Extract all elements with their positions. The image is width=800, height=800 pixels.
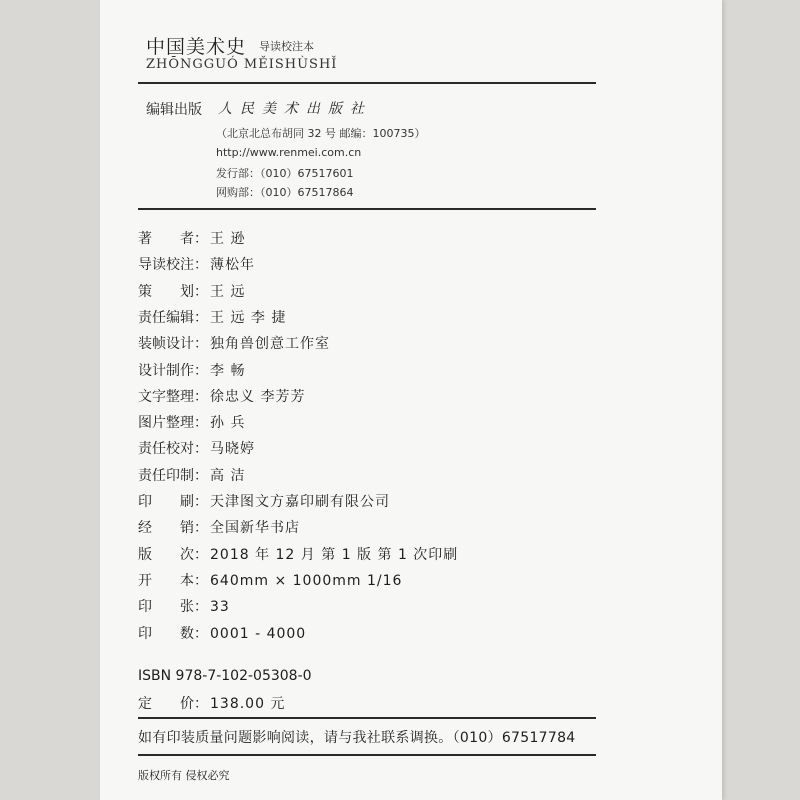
publisher-address: （北京北总布胡同 32 号 邮编：100735）: [216, 127, 426, 140]
credit-row: [138, 491, 390, 511]
publisher-label: 编辑出版: [146, 102, 202, 118]
credit-row: [138, 596, 230, 616]
credit-value: 孙 兵: [210, 415, 246, 432]
online-phone: 网购部：（010）67517864: [216, 186, 354, 199]
credit-value: 徐忠义 李芳芳: [210, 388, 306, 405]
sales-phone: 发行部：（010）67517601: [216, 167, 354, 180]
rights-statement: 版权所有 侵权必究: [138, 769, 230, 782]
book-title-pinyin: ZHŌNGGUÓ MĚISHÙSHǏ: [146, 57, 338, 72]
credit-value: 薄松年: [210, 257, 255, 274]
credit-label: 导读校注：: [138, 257, 208, 274]
credit-label: 版 次：: [138, 546, 208, 563]
credit-value: 王 远 李 捷: [210, 309, 287, 326]
credit-row: [138, 438, 255, 458]
credit-row: [138, 412, 245, 432]
credit-label: 责任编辑：: [138, 309, 208, 326]
credit-label: 责任校对：: [138, 441, 208, 458]
book-title: 中国美术史: [146, 36, 247, 58]
publisher-divider: [138, 208, 596, 210]
credit-label: 印 刷：: [138, 494, 208, 510]
credit-row: [138, 517, 300, 537]
credit-row: [138, 386, 305, 406]
credit-label: 印 张：: [138, 599, 208, 616]
credit-value: 天津图文方嘉印刷有限公司: [210, 494, 390, 510]
credit-row: [138, 333, 330, 353]
credit-label: 责任印制：: [138, 467, 208, 484]
credit-row: [138, 228, 245, 248]
credit-row: [138, 465, 245, 485]
price-row: [138, 693, 285, 713]
credit-label: 策 划：: [138, 283, 208, 300]
credit-value: 马晓婷: [210, 441, 255, 458]
credit-value: 2018 年 12 月 第 1 版 第 1 次印刷: [210, 546, 459, 563]
credit-row: [138, 623, 306, 643]
credit-value: 李 畅: [210, 362, 246, 379]
credit-value: 高 洁: [210, 467, 246, 484]
publisher-website: http://www.renmei.com.cn: [216, 146, 362, 159]
credit-label: 设计制作：: [138, 362, 208, 379]
credit-value: 全国新华书店: [210, 520, 300, 537]
isbn: ISBN 978-7-102-05308-0: [138, 668, 312, 684]
notice-divider: [138, 717, 596, 719]
credit-row: [138, 570, 402, 590]
credit-value: 33: [210, 599, 230, 616]
credit-row: [138, 544, 458, 564]
credit-row: [138, 254, 255, 274]
publisher-name: 人民美术出版社: [218, 101, 372, 117]
book-subtitle: 导读校注本: [259, 40, 314, 53]
credit-label: 图片整理：: [138, 415, 208, 432]
credit-label: 文字整理：: [138, 388, 208, 405]
price-value: 138.00 元: [210, 696, 286, 712]
credit-label: 著 者：: [138, 231, 208, 247]
credit-label: 印 数：: [138, 625, 208, 642]
credit-label: 装帧设计：: [138, 336, 208, 353]
credit-value: 王 远: [210, 283, 246, 300]
credit-label: 开 本：: [138, 572, 208, 589]
credit-row: [138, 360, 245, 380]
credit-row: [138, 281, 245, 301]
quality-notice: 如有印装质量问题影响阅读，请与我社联系调换。（010）67517784: [138, 730, 576, 746]
credit-value: 640mm × 1000mm 1/16: [210, 572, 403, 589]
credit-value: 独角兽创意工作室: [210, 336, 330, 353]
footer-divider: [138, 754, 596, 756]
credit-value: 0001 - 4000: [210, 625, 307, 642]
credit-value: 王 逊: [210, 231, 246, 247]
header-divider: [138, 82, 596, 84]
price-label: 定 价：: [138, 696, 208, 712]
credit-label: 经 销：: [138, 520, 208, 537]
credit-row: [138, 307, 286, 327]
